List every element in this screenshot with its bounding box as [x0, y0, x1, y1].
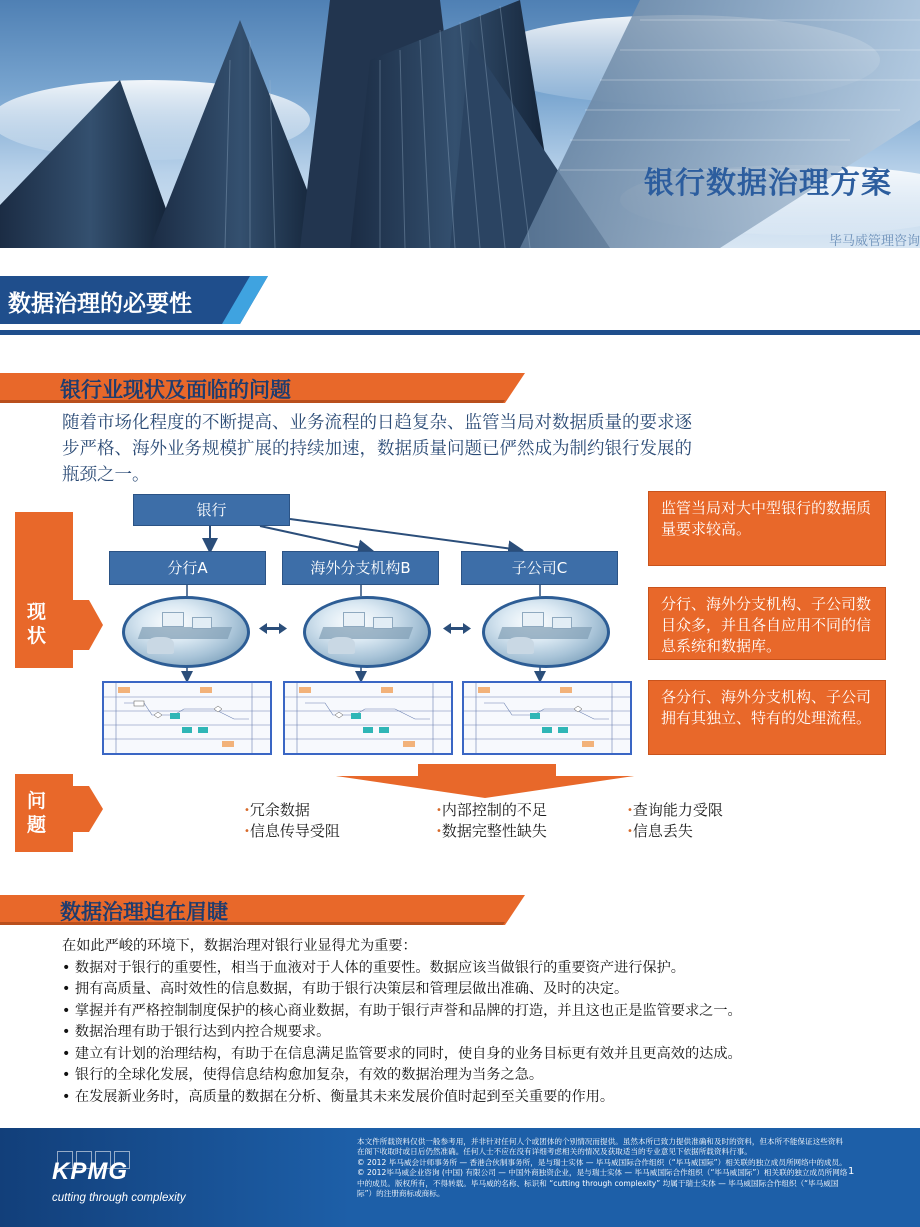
issue-item: •冗余数据: [244, 801, 310, 819]
branch-a-box: 分行A: [109, 551, 266, 585]
note-processes: 各分行、海外分支机构、子公司拥有其独立、特有的处理流程。: [648, 680, 886, 755]
bullet-item: • 建立有计划的治理结构，有助于在信息满足监管要求的同时，使自身的业务目标更有效并且更高效的达成。: [62, 1045, 742, 1062]
bullet-item: • 银行的全球化发展，使得信息结构愈加复杂，有效的数据治理为当务之急。: [62, 1067, 544, 1083]
note-regulation: 监管当局对大中型银行的数据质量要求较高。: [648, 491, 886, 566]
bullet-item: • 拥有高质量、高时效性的信息数据，有助于银行决策层和管理层做出准确、及时的决定。: [62, 981, 629, 997]
issue-item: •信息传导受阻: [244, 822, 340, 840]
urgency-lead: 在如此严峻的环境下，数据治理对银行业显得尤为重要：: [62, 938, 417, 954]
bullet-item: • 数据对于银行的重要性，相当于血液对于人体的重要性。数据应该当做银行的重要资产进行保护。: [62, 959, 685, 976]
bullet-item: • 在发展新业务时，高质量的数据在分析、衡量其未来发展价值时起到至关重要的作用。: [62, 1088, 615, 1105]
issue-group-2: [436, 800, 547, 842]
issue-group-1: [244, 800, 340, 842]
footer: [0, 1128, 920, 1227]
problem-label: 问 题: [26, 790, 46, 836]
note-systems: 分行、海外分支机构、子公司数目众多，并且各自应用不同的信息系统和数据库。: [648, 587, 886, 660]
bullet-item: • 数据治理有助于银行达到内控合规要求。: [62, 1024, 331, 1040]
status-heading: 银行业现状及面临的问题: [60, 378, 291, 402]
page-number: 1: [848, 1166, 855, 1177]
issue-item: •查询能力受限: [627, 801, 723, 819]
urgency-body: [62, 936, 902, 1108]
overseas-branch-b-box: 海外分支机构B: [282, 551, 439, 585]
issue-item: •数据完整性缺失: [436, 822, 547, 840]
subsidiary-c-box: 子公司C: [461, 551, 618, 585]
kpmg-tagline: cutting through complexity: [52, 1192, 186, 1204]
document-subtitle: 毕马威管理咨询: [828, 234, 920, 248]
office-photo-c: [482, 596, 610, 668]
issue-item: •内部控制的不足: [436, 801, 547, 819]
process-flow-b: [283, 681, 453, 755]
section-title: 数据治理的必要性: [8, 291, 192, 317]
bank-box: 银行: [133, 494, 290, 526]
kpmg-logo: KPMG: [52, 1158, 128, 1185]
process-flow-c: [462, 681, 632, 755]
urgency-heading: 数据治理迫在眉睫: [60, 900, 228, 924]
status-intro: 随着市场化程度的不断提高、业务流程的日趋复杂、监管当局对数据质量的要求逐步严格、海外业务规模扩展的持续加速，数据质量问题已俨然成为制约银行发展的瓶颈之一。: [62, 413, 692, 485]
bullet-item: • 掌握并有严格控制制度保护的核心商业数据，有助于银行声誉和品牌的打造，并且这也正是监管要求之一。: [62, 1002, 742, 1019]
legal-disclaimer: 本文件所载资料仅供一般参考用，并非针对任何人个或团体的个别情况而提供。虽然本所已致力提供准确和及时的资料，但本所不能保证这些资料 在阁下收取时或日后仍然准确。任何人士不应在没有详细考虑相关的情况及获取适当的专业意见下依据所载资料行事。 © 2012 毕马威会计师事务所 — 香港合伙制事务所，是与瑞士实体 — 毕马威国际合作组织（“毕马威国际”）相关联的独立成员所网络中的成员。 © 2012毕马威企业咨询 (中国) 有限公司 — 中国外商独资企业，是与瑞士实体 — 毕马威国际合作组织（“毕马威国际”）相关联的独立成员所网络 中的成员。版权所有，不得转载。毕马威的名称、标识和 “cutting through complexity” 均属于瑞士实体 — 毕马威国际合作组织（“毕马威国 际”）的注册商标或商标。: [357, 1137, 848, 1199]
document-title: 银行数据治理方案: [644, 166, 892, 201]
office-photo-b: [303, 596, 431, 668]
issue-item: •信息丢失: [627, 822, 693, 840]
urgency-subheader: [0, 895, 525, 925]
office-photo-a: [122, 596, 250, 668]
current-label: 现 状: [26, 601, 46, 647]
issue-group-3: [627, 800, 723, 842]
process-flow-a: [102, 681, 272, 755]
